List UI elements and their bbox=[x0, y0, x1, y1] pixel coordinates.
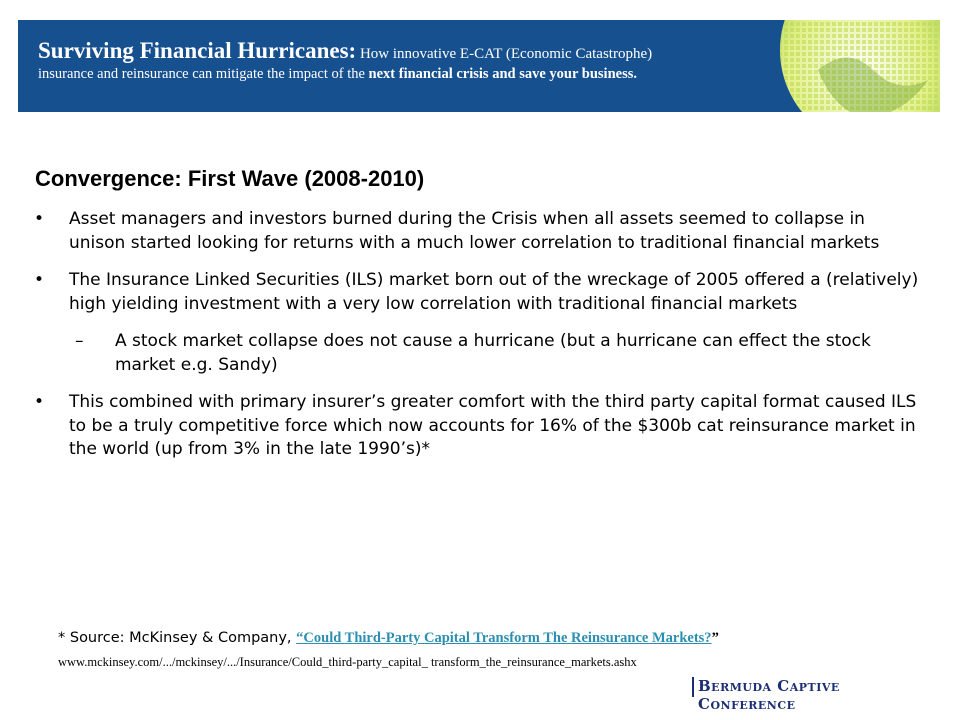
logo-bar bbox=[692, 677, 694, 697]
bullet-icon: • bbox=[34, 392, 45, 412]
banner-subtitle-line2 bbox=[38, 66, 918, 83]
logo-text: Bermuda Captive Conference bbox=[698, 677, 840, 713]
bullet-item bbox=[34, 269, 924, 316]
bullet-text: The Insurance Linked Securities (ILS) market born out of the wreckage of 2005 offered a (relatively) high yielding investment with a very low correlation with traditional financial markets bbox=[69, 270, 919, 314]
source-close-quote: ” bbox=[711, 630, 719, 646]
banner-subtitle: How innovative E-CAT (Economic Catastrophe) bbox=[356, 46, 653, 62]
bullet-list bbox=[34, 208, 924, 476]
bullet-item bbox=[34, 391, 924, 462]
slide-heading: Convergence: First Wave (2008-2010) bbox=[35, 166, 425, 191]
title-banner bbox=[18, 20, 940, 112]
banner-title: Surviving Financial Hurricanes: bbox=[38, 38, 357, 63]
bullet-text: This combined with primary insurer’s greater comfort with the third party capital format caused ILS to be a truly competitive force which now accounts for 16% of the $300b cat reinsurance market in the world (up from 3% in the late 1990’s)* bbox=[69, 392, 917, 459]
banner-line2-bold: next financial crisis and save your business. bbox=[368, 66, 637, 83]
sub-bullet-item bbox=[75, 330, 924, 377]
source-citation bbox=[58, 630, 719, 647]
bullet-icon: • bbox=[34, 209, 45, 229]
sub-bullet-text: A stock market collapse does not cause a hurricane (but a hurricane can effect the stock market e.g. Sandy) bbox=[115, 331, 871, 375]
source-link[interactable]: “Could Third-Party Capital Transform The Reinsurance Markets? bbox=[296, 630, 712, 646]
banner-line2-text: insurance and reinsurance can mitigate the impact of the bbox=[38, 66, 369, 83]
bullet-item bbox=[34, 208, 924, 255]
source-prefix: * Source: McKinsey & Company, bbox=[58, 630, 297, 646]
source-url: www.mckinsey.com/.../mckinsey/.../Insurance/Could_third-party_capital_ transform_the_reinsurance_markets.ashx bbox=[58, 655, 637, 669]
dash-icon: – bbox=[75, 331, 84, 351]
conference-logo bbox=[692, 677, 942, 713]
bullet-icon: • bbox=[34, 270, 45, 290]
bullet-text: Asset managers and investors burned during the Crisis when all assets seemed to collapse in unison started looking for returns with a much lower correlation to traditional financial markets bbox=[69, 209, 880, 253]
